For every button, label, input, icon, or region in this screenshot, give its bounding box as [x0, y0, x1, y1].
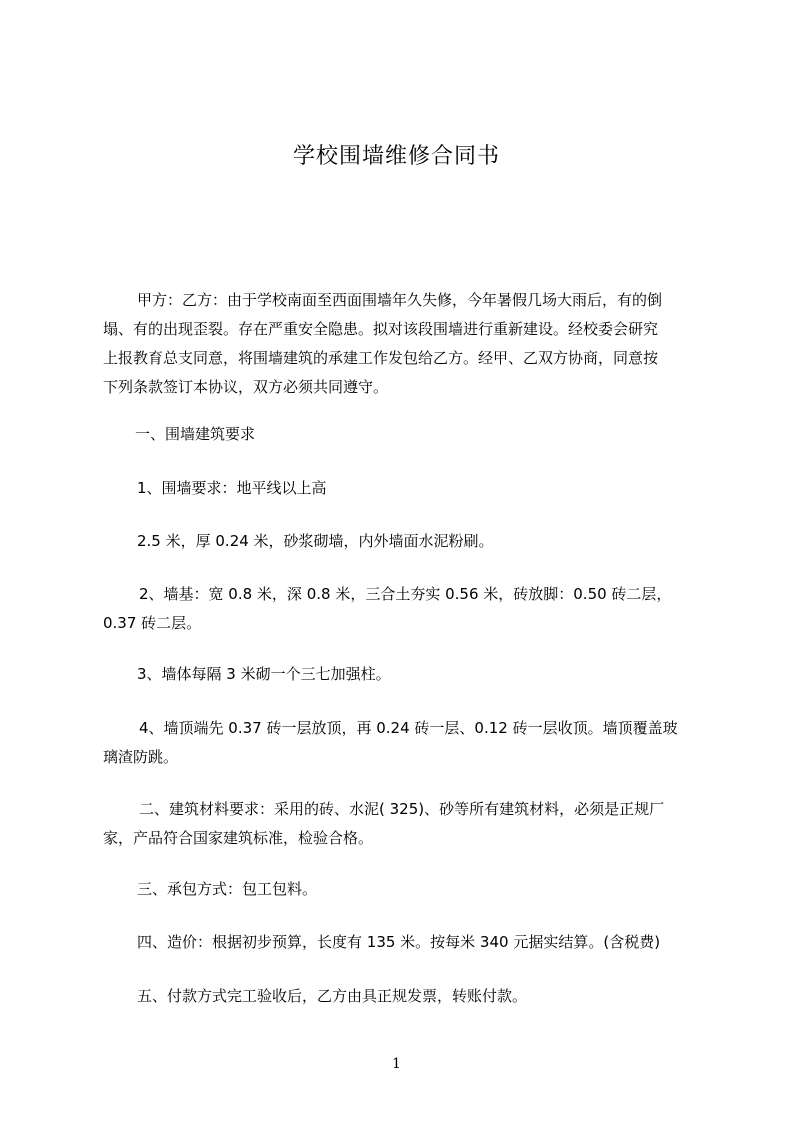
intro-line-4: 下列条款签订本协议，双方必须共同遵守。: [103, 378, 389, 396]
item-2-paragraph: [103, 580, 703, 638]
section-3: 三、承包方式：包工包料。: [137, 880, 318, 898]
item-1: 1、围墙要求：地平线以上高: [137, 479, 327, 497]
item-4-line-1: 4、墙顶端先 0.37 砖一层放顶，再 0.24 砖一层、0.12 砖一层收顶。墙顶覆盖玻: [139, 719, 678, 737]
item-2-line-1: 2、墙基：宽 0.8 米，深 0.8 米，三合土夯实 0.56 米，砖放脚：0.50 砖二层，: [139, 585, 672, 603]
item-4-line-2: 璃渣防跳。: [103, 748, 179, 766]
section-4: 四、造价：根据初步预算，长度有 135 米。按每米 340 元据实结算。(含税费): [137, 933, 661, 951]
intro-line-2: 塌、有的出现歪裂。存在严重安全隐患。拟对该段围墙进行重新建设。经校委会研究: [103, 320, 659, 338]
item-4-paragraph: [103, 714, 703, 772]
section-2-line-2: 家，产品符合国家建筑标准，检验合格。: [103, 829, 374, 847]
section-5: 五、付款方式完工验收后，乙方由具正规发票，转账付款。: [137, 987, 528, 1005]
item-2-line-2: 0.37 砖二层。: [103, 614, 202, 632]
page-number: 1: [392, 1056, 401, 1072]
document-title: 学校围墙维修合同书: [292, 144, 500, 169]
section-2-line-1: 二、建筑材料要求：采用的砖、水泥( 325)、砂等所有建筑材料，必须是正规厂: [139, 800, 665, 818]
intro-line-3: 上报教育总支同意，将围墙建筑的承建工作发包给乙方。经甲、乙双方协商，同意按: [103, 349, 659, 367]
intro-paragraph: [103, 286, 703, 402]
section-2-paragraph: [103, 795, 703, 853]
section-heading-1: 一、围墙建筑要求: [135, 425, 256, 443]
item-1-continued: 2.5 米，厚 0.24 米，砂浆砌墙，内外墙面水泥粉刷。: [137, 532, 494, 550]
intro-line-1: 甲方：乙方：由于学校南面至西面围墙年久失修，今年暑假几场大雨后，有的倒: [137, 291, 663, 309]
item-3: 3、墙体每隔 3 米砌一个三七加强柱。: [137, 665, 391, 683]
